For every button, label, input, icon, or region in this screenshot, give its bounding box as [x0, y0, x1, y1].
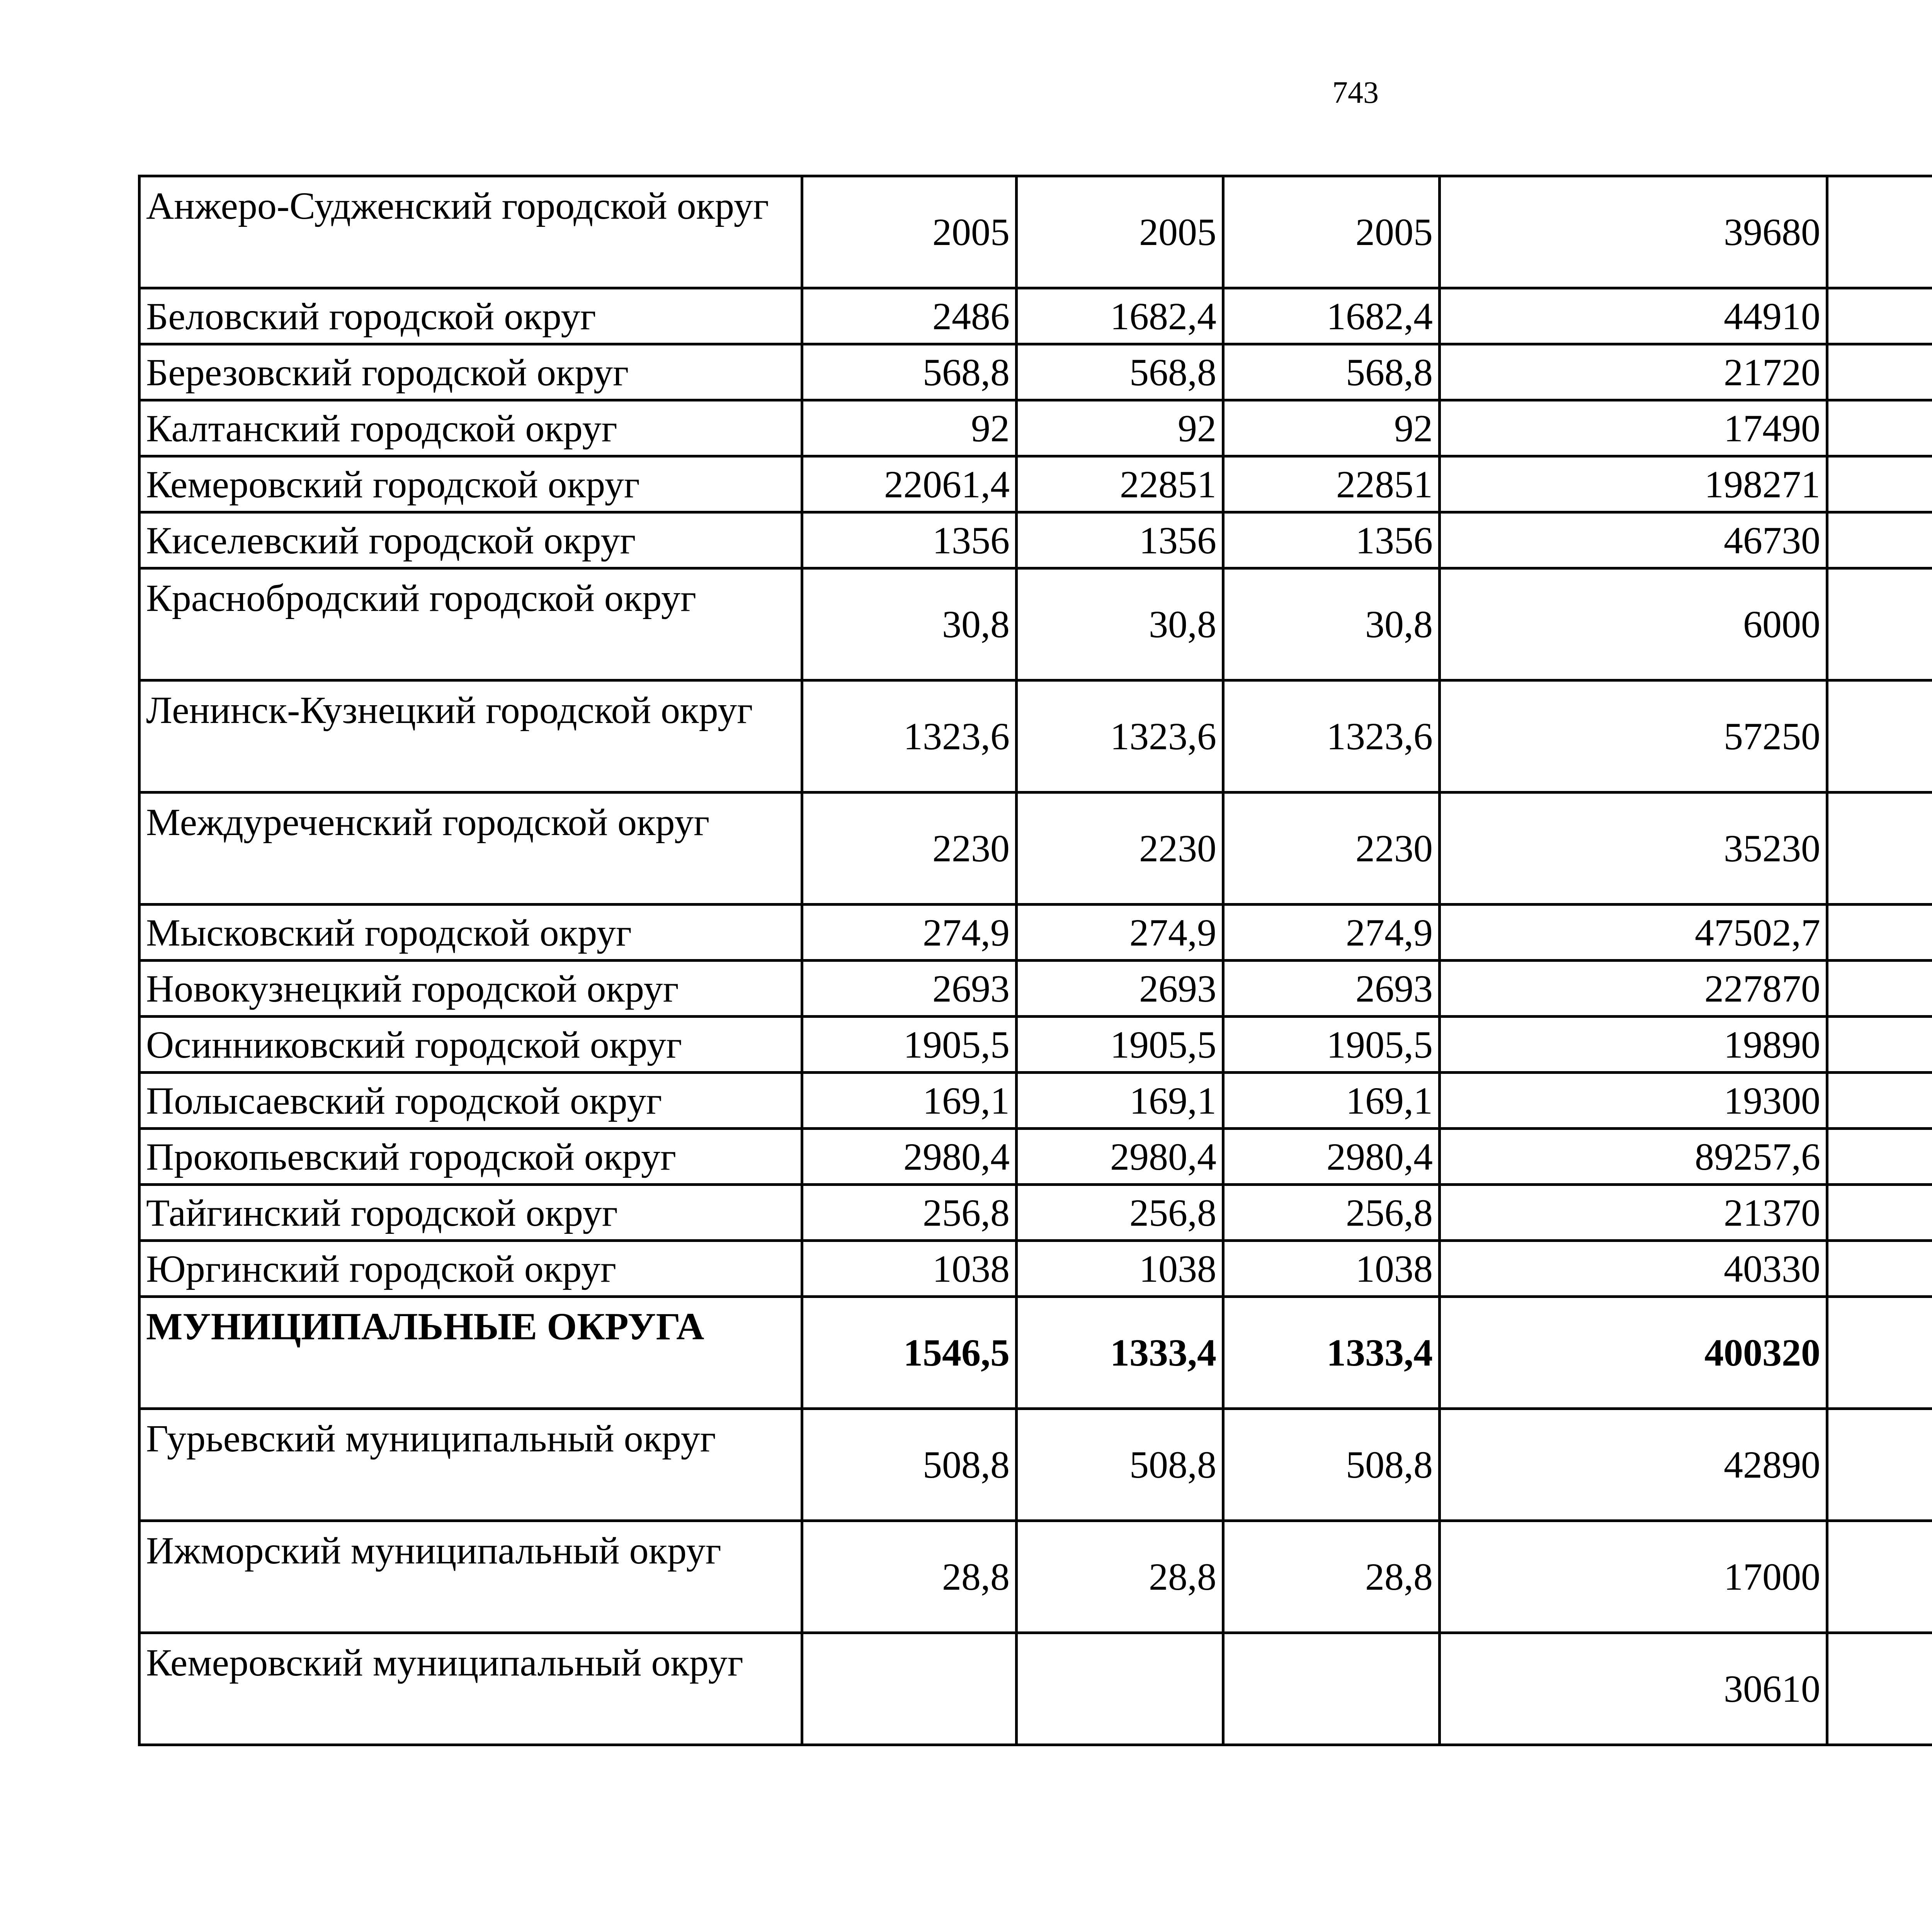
row-label: МУНИЦИПАЛЬНЫЕ ОКРУГА [139, 1297, 802, 1409]
value-cell [1827, 1409, 1932, 1521]
value-cell: 17490 [1440, 400, 1827, 456]
value-cell: 1356 [1223, 512, 1440, 568]
value-cell: 568,8 [1017, 344, 1223, 400]
value-cell: 1682,4 [1017, 288, 1223, 344]
table-row [139, 456, 1932, 512]
value-cell: 42890 [1440, 1409, 1827, 1521]
value-cell: 1038 [802, 1241, 1017, 1297]
table-row [139, 400, 1932, 456]
value-cell: 89257,6 [1440, 1129, 1827, 1185]
value-cell: 2693 [802, 961, 1017, 1017]
value-cell: 1333,4 [1017, 1297, 1223, 1409]
table-row [139, 1241, 1932, 1297]
value-cell: 2980,4 [1017, 1129, 1223, 1185]
value-cell [1017, 1633, 1223, 1745]
row-label: Ижморский муниципальный округ [139, 1521, 802, 1633]
value-cell: 1323,6 [1017, 680, 1223, 793]
value-cell [1827, 1521, 1932, 1633]
value-cell: 46730 [1440, 512, 1827, 568]
row-label: Калтанский городской округ [139, 400, 802, 456]
table-body [139, 176, 1932, 1745]
value-cell: 2980,4 [802, 1129, 1017, 1185]
value-cell: 44910 [1440, 288, 1827, 344]
value-cell [1827, 1185, 1932, 1241]
value-cell [1827, 288, 1932, 344]
value-cell [1827, 344, 1932, 400]
value-cell: 274,9 [802, 905, 1017, 961]
value-cell: 2693 [1017, 961, 1223, 1017]
table-row [139, 680, 1932, 793]
value-cell: 6000 [1440, 568, 1827, 680]
value-cell [1223, 1633, 1440, 1745]
value-cell: 256,8 [1223, 1185, 1440, 1241]
value-cell: 39680 [1440, 176, 1827, 288]
value-cell: 21370 [1440, 1185, 1827, 1241]
value-cell: 22061,4 [802, 456, 1017, 512]
value-cell: 508,8 [1223, 1409, 1440, 1521]
value-cell: 92 [802, 400, 1017, 456]
table-row [139, 905, 1932, 961]
value-cell: 1356 [1017, 512, 1223, 568]
value-cell: 92 [1223, 400, 1440, 456]
value-cell: 47502,7 [1440, 905, 1827, 961]
value-cell [1827, 1633, 1932, 1745]
row-label: Юргинский городской округ [139, 1241, 802, 1297]
row-label: Осинниковский городской округ [139, 1017, 802, 1073]
value-cell: 1682,4 [1223, 288, 1440, 344]
value-cell: 30,8 [1017, 568, 1223, 680]
value-cell: 1038 [1017, 1241, 1223, 1297]
row-label: Краснобродский городской округ [139, 568, 802, 680]
value-cell [1827, 793, 1932, 905]
row-label: Полысаевский городской округ [139, 1073, 802, 1129]
row-label: Беловский городской округ [139, 288, 802, 344]
value-cell: 28,8 [1017, 1521, 1223, 1633]
row-label: Гурьевский муниципальный округ [139, 1409, 802, 1521]
value-cell: 198271 [1440, 456, 1827, 512]
value-cell: 2005 [802, 176, 1017, 288]
value-cell: 1323,6 [802, 680, 1017, 793]
value-cell: 30,8 [802, 568, 1017, 680]
table-row [139, 1297, 1932, 1409]
value-cell [802, 1633, 1017, 1745]
value-cell [1827, 176, 1932, 288]
table-row [139, 1073, 1932, 1129]
value-cell: 35230 [1440, 793, 1827, 905]
row-label: Кемеровский муниципальный округ [139, 1633, 802, 1745]
value-cell: 169,1 [1223, 1073, 1440, 1129]
value-cell: 274,9 [1017, 905, 1223, 961]
row-label: Кемеровский городской округ [139, 456, 802, 512]
value-cell: 19890 [1440, 1017, 1827, 1073]
page-number: 743 [1332, 76, 1379, 110]
value-cell: 169,1 [1017, 1073, 1223, 1129]
value-cell: 1038 [1223, 1241, 1440, 1297]
value-cell: 2230 [1223, 793, 1440, 905]
value-cell [1827, 568, 1932, 680]
value-cell: 1356 [802, 512, 1017, 568]
value-cell [1827, 1241, 1932, 1297]
value-cell: 2005 [1017, 176, 1223, 288]
value-cell: 2230 [1017, 793, 1223, 905]
value-cell: 1905,5 [1017, 1017, 1223, 1073]
value-cell: 227870 [1440, 961, 1827, 1017]
row-label: Прокопьевский городской округ [139, 1129, 802, 1185]
budget-table [138, 175, 1932, 1746]
table-row [139, 1185, 1932, 1241]
table-row [139, 1521, 1932, 1633]
value-cell [1827, 905, 1932, 961]
value-cell: 22851 [1017, 456, 1223, 512]
value-cell: 568,8 [802, 344, 1017, 400]
row-label: Березовский городской округ [139, 344, 802, 400]
table-row [139, 1017, 1932, 1073]
table-row [139, 1633, 1932, 1745]
value-cell: 22851 [1223, 456, 1440, 512]
value-cell: 169,1 [802, 1073, 1017, 1129]
table-row [139, 793, 1932, 905]
value-cell: 508,8 [802, 1409, 1017, 1521]
value-cell: 19300 [1440, 1073, 1827, 1129]
row-label: Ленинск-Кузнецкий городской округ [139, 680, 802, 793]
value-cell: 2005 [1223, 176, 1440, 288]
value-cell: 400320 [1440, 1297, 1827, 1409]
table-row [139, 961, 1932, 1017]
table-row [139, 288, 1932, 344]
value-cell: 256,8 [802, 1185, 1017, 1241]
value-cell: 568,8 [1223, 344, 1440, 400]
value-cell: 30610 [1440, 1633, 1827, 1745]
table-row [139, 176, 1932, 288]
value-cell: 40330 [1440, 1241, 1827, 1297]
table-row [139, 1409, 1932, 1521]
table-row [139, 1129, 1932, 1185]
value-cell [1827, 512, 1932, 568]
row-label: Междуреченский городской округ [139, 793, 802, 905]
value-cell: 28,8 [802, 1521, 1017, 1633]
value-cell: 1905,5 [802, 1017, 1017, 1073]
value-cell: 1333,4 [1223, 1297, 1440, 1409]
value-cell [1827, 1297, 1932, 1409]
value-cell: 30,8 [1223, 568, 1440, 680]
value-cell: 92 [1017, 400, 1223, 456]
value-cell: 508,8 [1017, 1409, 1223, 1521]
value-cell: 57250 [1440, 680, 1827, 793]
value-cell: 2486 [802, 288, 1017, 344]
value-cell: 17000 [1440, 1521, 1827, 1633]
value-cell [1827, 456, 1932, 512]
value-cell [1827, 961, 1932, 1017]
value-cell: 2230 [802, 793, 1017, 905]
value-cell: 28,8 [1223, 1521, 1440, 1633]
value-cell [1827, 1129, 1932, 1185]
value-cell [1827, 1073, 1932, 1129]
value-cell [1827, 680, 1932, 793]
row-label: Анжеро-Судженский городской округ [139, 176, 802, 288]
value-cell: 2693 [1223, 961, 1440, 1017]
row-label: Мысковский городской округ [139, 905, 802, 961]
value-cell: 2980,4 [1223, 1129, 1440, 1185]
table-row [139, 512, 1932, 568]
value-cell: 1905,5 [1223, 1017, 1440, 1073]
row-label: Тайгинский городской округ [139, 1185, 802, 1241]
value-cell: 1546,5 [802, 1297, 1017, 1409]
row-label: Новокузнецкий городской округ [139, 961, 802, 1017]
value-cell: 256,8 [1017, 1185, 1223, 1241]
table-row [139, 568, 1932, 680]
value-cell [1827, 1017, 1932, 1073]
table-row [139, 344, 1932, 400]
value-cell: 274,9 [1223, 905, 1440, 961]
row-label: Киселевский городской округ [139, 512, 802, 568]
value-cell [1827, 400, 1932, 456]
value-cell: 1323,6 [1223, 680, 1440, 793]
value-cell: 21720 [1440, 344, 1827, 400]
